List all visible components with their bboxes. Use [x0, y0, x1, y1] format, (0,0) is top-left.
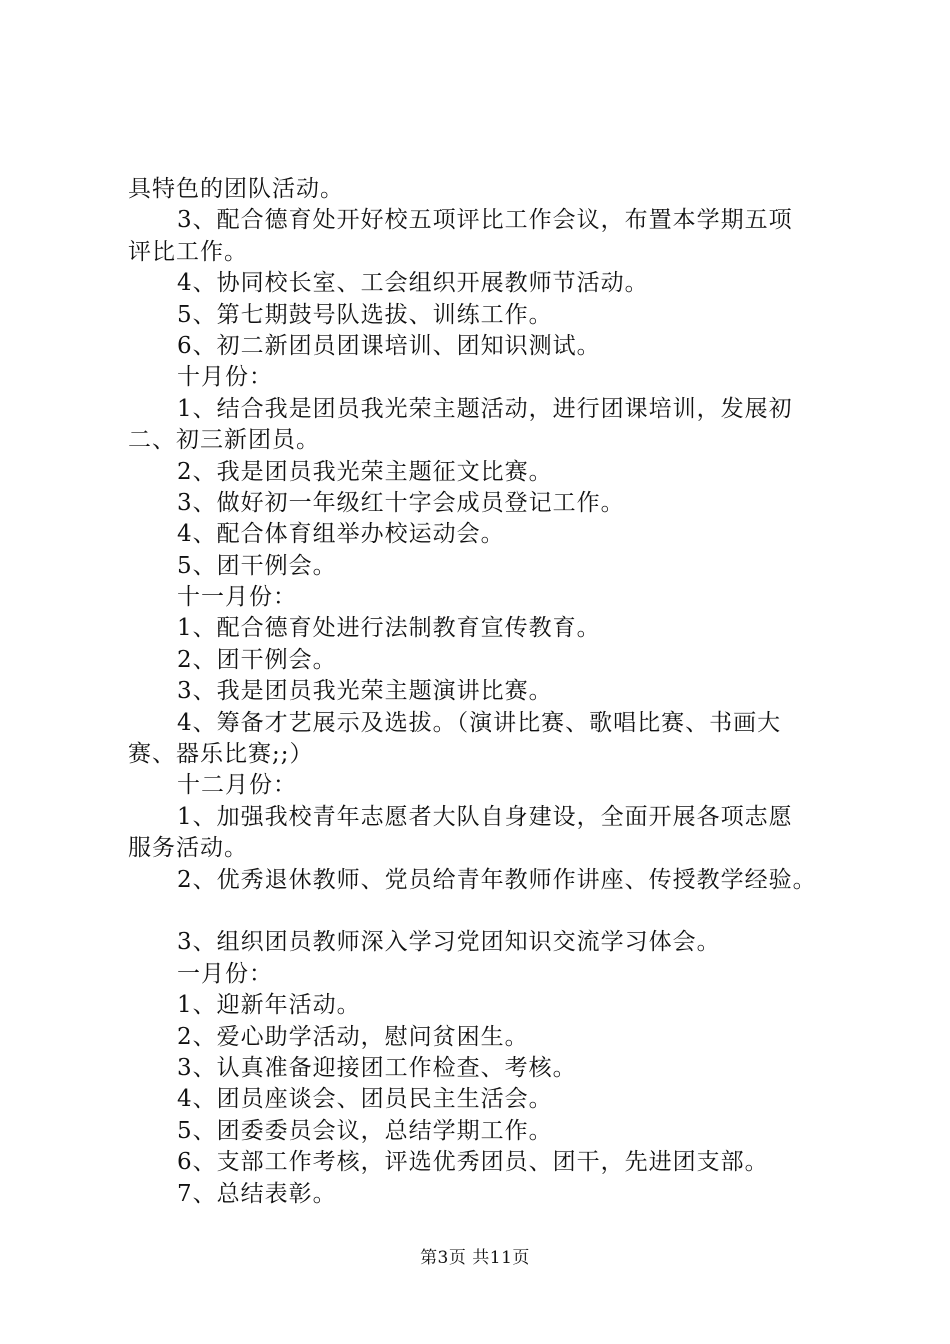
text-line: 1、配合德育处进行法制教育宣传教育。: [177, 615, 601, 642]
section-heading: 十一月份：: [177, 584, 297, 611]
text-line: 6、支部工作考核，评选优秀团员、团干，先进团支部。: [177, 1149, 769, 1176]
section-heading: 一月份：: [177, 960, 273, 987]
text-line: 赛、器乐比赛;;）: [128, 741, 314, 768]
text-line: 2、我是团员我光荣主题征文比赛。: [177, 458, 553, 485]
text-line: 2、优秀退休教师、党员给青年教师作讲座、传授教学经验。: [177, 866, 817, 893]
text-line: 7、总结表彰。: [177, 1180, 337, 1207]
text-line: 5、团委委员会议，总结学期工作。: [177, 1117, 553, 1144]
section-heading: 十月份：: [177, 364, 273, 391]
document-body: [128, 174, 848, 1210]
text-line: 1、结合我是团员我光荣主题活动，进行团课培训，发展初: [177, 395, 793, 422]
text-line: 评比工作。: [128, 238, 248, 265]
text-line: 6、初二新团员团课培训、团知识测试。: [177, 332, 601, 359]
text-line: 1、加强我校青年志愿者大队自身建设，全面开展各项志愿: [177, 803, 793, 830]
text-line: 3、我是团员我光荣主题演讲比赛。: [177, 678, 553, 705]
text-line: 5、第七期鼓号队选拔、训练工作。: [177, 301, 553, 328]
page-number-footer: 第3页 共11页: [420, 1248, 530, 1268]
text-line: 2、爱心助学活动，慰问贫困生。: [177, 1023, 529, 1050]
text-line: 服务活动。: [128, 835, 248, 862]
text-line: 具特色的团队活动。: [128, 176, 344, 202]
text-line: 3、组织团员教师深入学习党团知识交流学习体会。: [177, 929, 721, 956]
text-line: 4、配合体育组举办校运动会。: [177, 521, 505, 548]
text-line: 1、迎新年活动。: [177, 992, 361, 1019]
text-line: 4、团员座谈会、团员民主生活会。: [177, 1086, 553, 1113]
text-line: 4、筹备才艺展示及选拔。（演讲比赛、歌唱比赛、书画大: [177, 709, 782, 736]
text-line: 3、认真准备迎接团工作检查、考核。: [177, 1054, 577, 1081]
text-line: 二、初三新团员。: [128, 427, 320, 454]
text-line: 4、协同校长室、工会组织开展教师节活动。: [177, 270, 649, 297]
text-line: 3、配合德育处开好校五项评比工作会议，布置本学期五项: [177, 207, 793, 234]
text-line: 3、做好初一年级红十字会成员登记工作。: [177, 489, 625, 516]
blank-line: [128, 896, 848, 927]
text-line: 5、团干例会。: [177, 552, 337, 579]
section-heading: 十二月份：: [177, 772, 297, 799]
text-line: 2、团干例会。: [177, 646, 337, 673]
